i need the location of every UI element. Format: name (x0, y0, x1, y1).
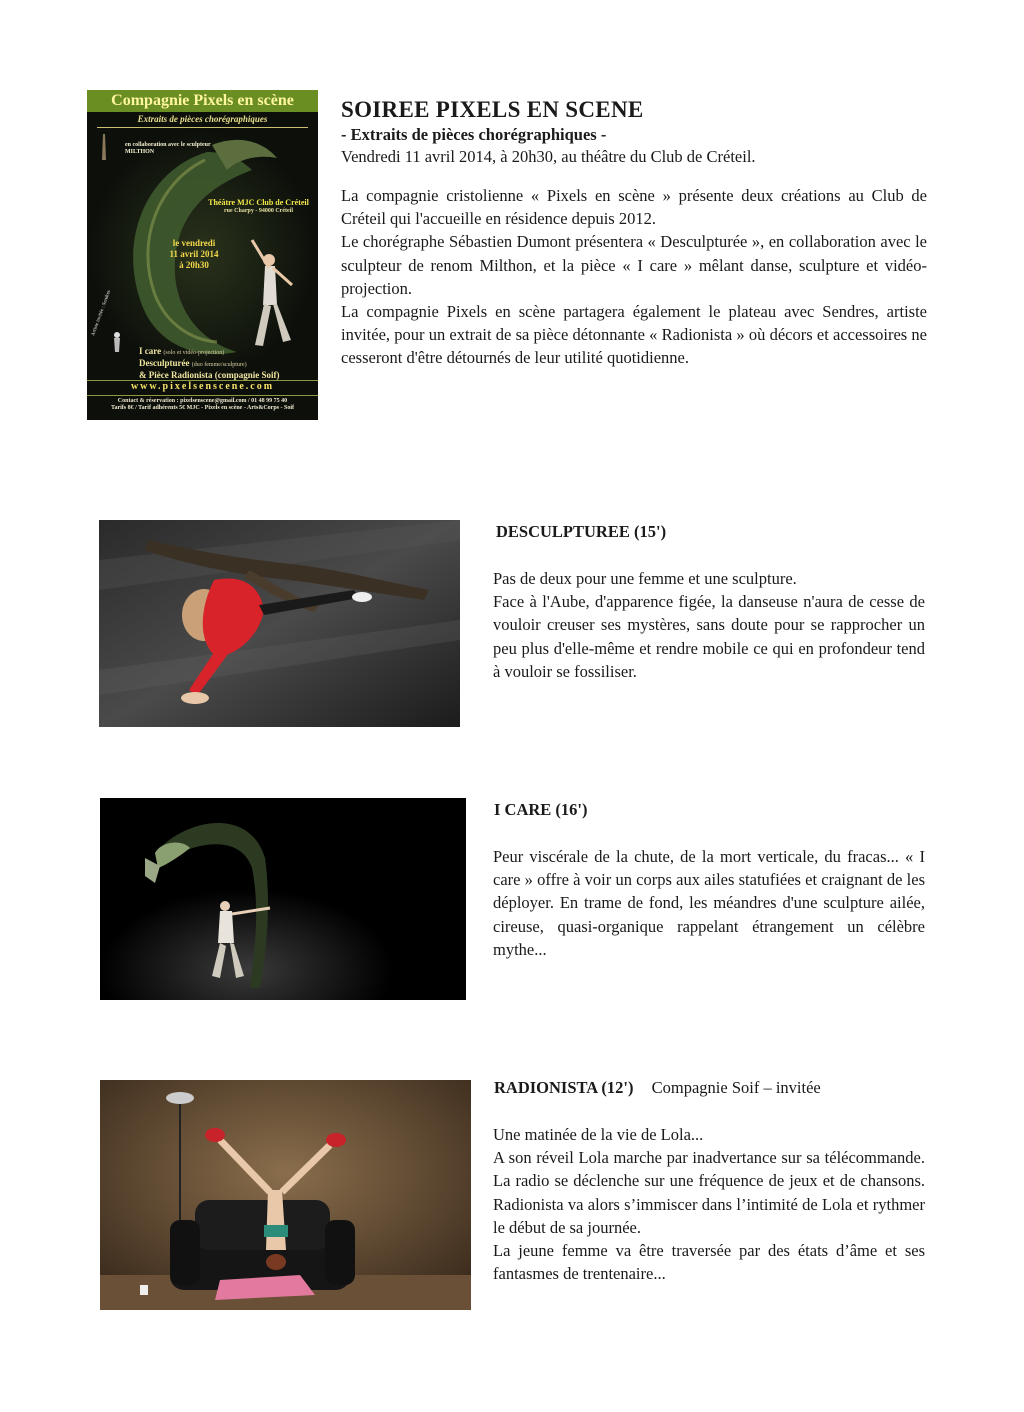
poster-work2-note: (duo femme/sculpture) (191, 362, 247, 368)
poster-work1: I care (139, 346, 162, 356)
intro-paragraph-1: La compagnie cristolienne « Pixels en scène » présente deux créations au Club de Créteil qui l'accueille en résidence depuis 2012. (341, 186, 927, 229)
radionista-title: RADIONISTA (12') (494, 1078, 634, 1097)
desculpturee-paragraph-2: Face à l'Aube, d'apparence figée, la danseuse n'aura de cesse de vouloir creuser ses mystères, sans doute pour se rapprocher un peu plus d'elle-même et rendre mobile ce qui en profondeur tend à vouloir se fossiliser. (493, 592, 925, 681)
intro-block (341, 96, 927, 370)
radionista-paragraph-3: La jeune femme va être traversée par des états d’âme et ses fantasmes de trentenaire... (493, 1241, 925, 1284)
poster-divider (97, 127, 308, 128)
poster-address: rue Charpy - 94000 Créteil (224, 208, 293, 214)
desculpturee-paragraph-1: Pas de deux pour une femme et une sculpture. (493, 569, 797, 588)
poster-website: www.pixelsenscene.com (87, 380, 318, 396)
radionista-heading (494, 1077, 925, 1099)
radionista-paragraph-2: A son réveil Lola marche par inadvertance sur sa télécommande. La radio se déclenche sur une fréquence de jeux et de chansons. Radionista va alors s’immiscer dans l’intimité de Lola et rythmer le début de sa journée. (493, 1148, 925, 1237)
poster-contact (87, 398, 318, 412)
intro-paragraph-3: La compagnie Pixels en scène partagera également le plateau avec Sendres, artiste invitée, pour un extrait de sa pièce détonnante « Radionista » où décors et accessoires ne cesseront d'être détournés de leur utilité quotidienne. (341, 302, 927, 368)
radionista-paragraph-1: Une matinée de la vie de Lola... (493, 1125, 704, 1144)
radionista-company: Compagnie Soif – invitée (651, 1078, 821, 1097)
desculpturee-image (99, 520, 460, 727)
poster-contact-line: Contact & réservation : pixelsenscene@gmail.com / 01 48 99 75 40 (117, 398, 288, 404)
icare-section (494, 799, 925, 961)
page-subtitle: - Extraits de pièces chorégraphiques - (341, 125, 607, 144)
poster-tarifs: Tarifs 8€ / Tarif adhérents 5€ MJC - Pixels en scène - Arts&Corps - Soif (111, 405, 294, 411)
poster-date (159, 238, 229, 271)
icare-title: I CARE (16') (494, 800, 588, 819)
poster-works (139, 346, 314, 380)
poster-collab: en collaboration avec le sculpteur MILTHON (125, 142, 211, 155)
poster-work2: Desculpturée (139, 358, 190, 368)
radionista-photo (100, 1080, 471, 1310)
poster-title: Compagnie Pixels en scène (87, 90, 318, 112)
desculpturee-title: DESCULPTUREE (15') (496, 522, 667, 541)
radionista-section (494, 1077, 925, 1285)
icare-photo (100, 798, 466, 1000)
icare-body (493, 845, 925, 961)
icare-paragraph-1: Peur viscérale de la chute, de la mort verticale, du fracas... « I care » offre à voir un corps aux ailes statufiées et craignant de les déployer. En trame de fond, les méandres d'une sculpture ailée, cireuse, quasi-organique rappelant étrangement un célèbre mythe... (493, 847, 925, 959)
desculpturee-body (493, 567, 925, 683)
desculpturee-photo (99, 520, 460, 727)
event-dateline: Vendredi 11 avril 2014, à 20h30, au théâtre du Club de Créteil. (341, 147, 756, 166)
poster-subtitle: Extraits de pièces chorégraphiques (137, 114, 268, 124)
radionista-body (493, 1123, 925, 1285)
radionista-image (100, 1080, 471, 1310)
poster-date-line1: le vendredi (172, 238, 216, 248)
poster-work3: & Pièce Radionista (compagnie Soif) (139, 370, 280, 380)
desculpturee-section (493, 521, 925, 683)
poster-work1-note: (solo et vidéo-projection) (163, 350, 225, 356)
intro-body (341, 184, 927, 370)
event-poster (87, 90, 318, 420)
poster-date-line3: à 20h30 (179, 260, 209, 270)
poster-date-line2: 11 avril 2014 (169, 249, 219, 259)
poster-venue-name: Théâtre MJC Club de Créteil (208, 198, 309, 207)
poster-artist: Artiste invitée : Sendres (91, 289, 113, 337)
poster-venue (201, 198, 316, 216)
intro-paragraph-2: Le chorégraphe Sébastien Dumont présentera « Desculpturée », en collaboration avec le sculpteur de renom Milthon, et la pièce « I care » mêlant danse, sculpture et vidéo-projection. (341, 232, 927, 298)
page-title: SOIREE PIXELS EN SCENE (341, 97, 644, 122)
icare-image (100, 798, 466, 1000)
